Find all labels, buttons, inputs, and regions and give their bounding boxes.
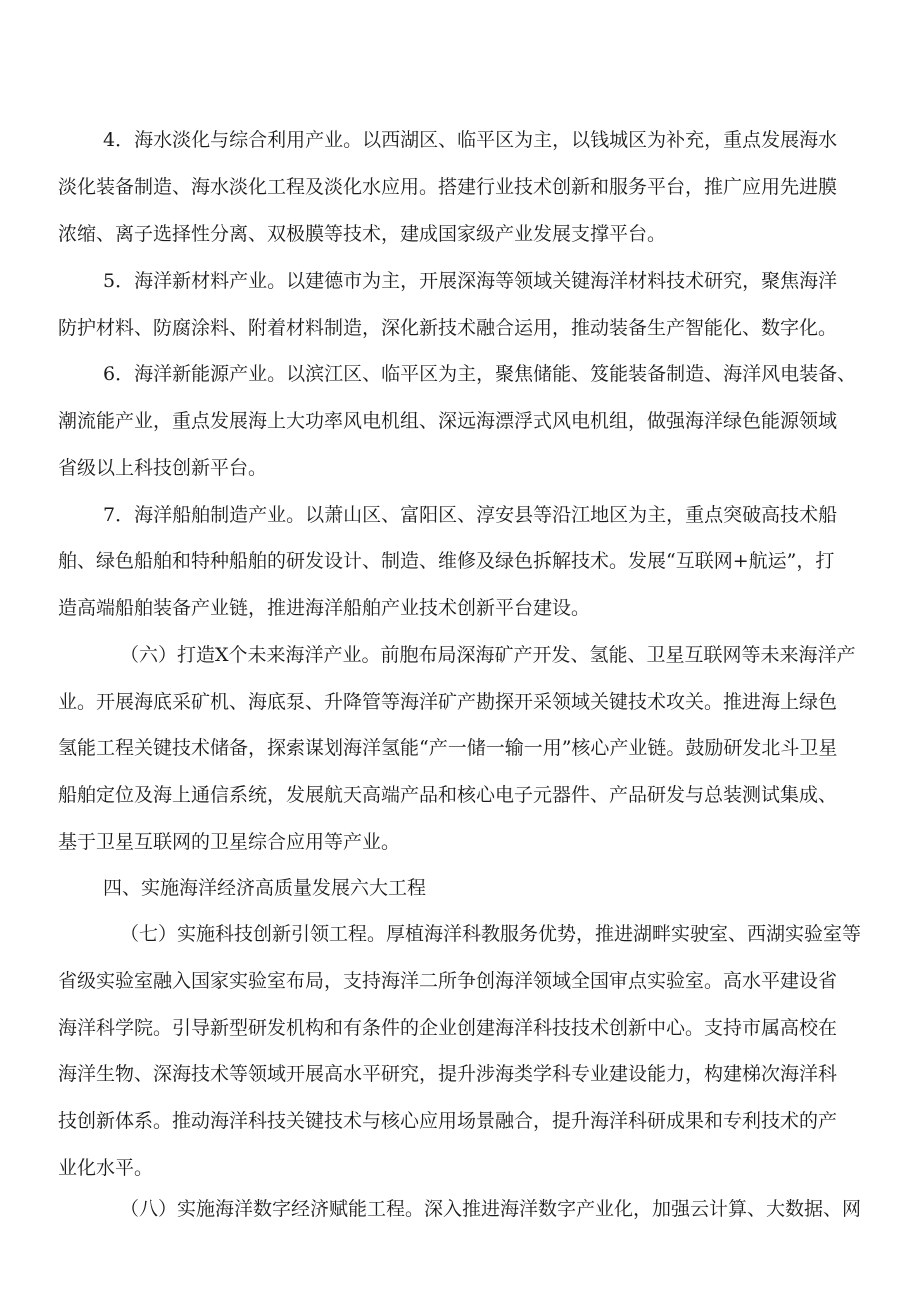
text-line: （八）实施海洋数字经济赋能工程。深入推进海洋数字产业化，加强云计算、大数据、网: [120, 1198, 862, 1220]
text-line: 船舶定位及海上通信系统，发展航天高端产品和核心电子元器件、产品研发与总装测试集成、: [58, 784, 838, 806]
text-line: 海洋生物、深海技术等领域开展高水平研究，提升涉海类学科专业建设能力，构建梯次海洋科: [58, 1063, 838, 1085]
text-line: 省级实验室融入国家实验室布局，支持海洋二所争创海洋领域全国审点实验室。高水平建设省: [58, 970, 838, 992]
heading-text: 四、实施海洋经济高质量发展六大工程: [103, 877, 427, 899]
text-line: 业化水平。: [58, 1157, 154, 1179]
text-line: （六）打造X个未来海洋产业。前胞布局深海矿产开发、氢能、卫星互联网等未来海洋产: [120, 644, 856, 666]
text-line: 氢能工程关键技术储备，探索谋划海洋氢能“产一储一输一用”核心产业链。鼓励研发北斗卫星: [58, 737, 838, 759]
text-line: 舶、绿色船舶和特种船舶的研发设计、制造、维修及绿色拆解技术。发展“互联网+航运”，打: [58, 550, 835, 572]
text-line: 6．海洋新能源产业。以滨江区、临平区为主，聚焦储能、笈能装备制造、海洋风电装备、: [103, 363, 857, 385]
text-line: 技创新体系。推动海洋科技关键技术与核心应用场景融合，提升海洋科研成果和专利技术的产: [58, 1110, 838, 1132]
text-line: （七）实施科技创新引领工程。厚植海洋科教服务优势，推进湖畔实驶室、西湖实验室等: [120, 923, 862, 945]
text-line: 防护材料、防腐涂料、附着材料制造，深化新技术融合运用，推动装备生产智能化、数字化。: [58, 317, 838, 339]
text-line: 浓缩、离子选择性分离、双极膜等技术，建成国家级产业发展支撑平台。: [58, 223, 667, 245]
text-line: 潮流能产业，重点发展海上大功率风电机组、深远海漂浮式风电机组，做强海洋绿色能源领域: [58, 410, 838, 432]
text-line: 5．海洋新材料产业。以建德市为主，开展深海等领域关键海洋材料技术研究，聚焦海洋: [103, 270, 838, 292]
text-line: 淡化装备制造、海水淡化工程及淡化水应用。搭建行业技术创新和服务平台，推广应用先进膜: [58, 176, 838, 198]
text-line: 业。开展海底采矿机、海底泵、升降管等海洋矿产勘探开采领域关键技术攻关。推进海上绿色: [58, 691, 838, 713]
text-line: 造高端船舶装备产业链，推进海洋船舶产业技术创新平台建设。: [58, 597, 591, 619]
text-line: 4．海水淡化与综合利用产业。以西湖区、临平区为主，以钱城区为补充，重点发展海水: [103, 129, 838, 151]
text-line: 基于卫星互联网的卫星综合应用等产业。: [58, 831, 401, 853]
text-line: 省级以上科技创新平台。: [58, 457, 268, 479]
text-line: 7．海洋船舶制造产业。以萧山区、富阳区、淳安县等沿江地区为主，重点突破高技术船: [103, 504, 838, 526]
text-line: 海洋科学院。引导新型研发机构和有条件的企业创建海洋科技技术创新中心。支持市属高校在: [58, 1017, 838, 1039]
